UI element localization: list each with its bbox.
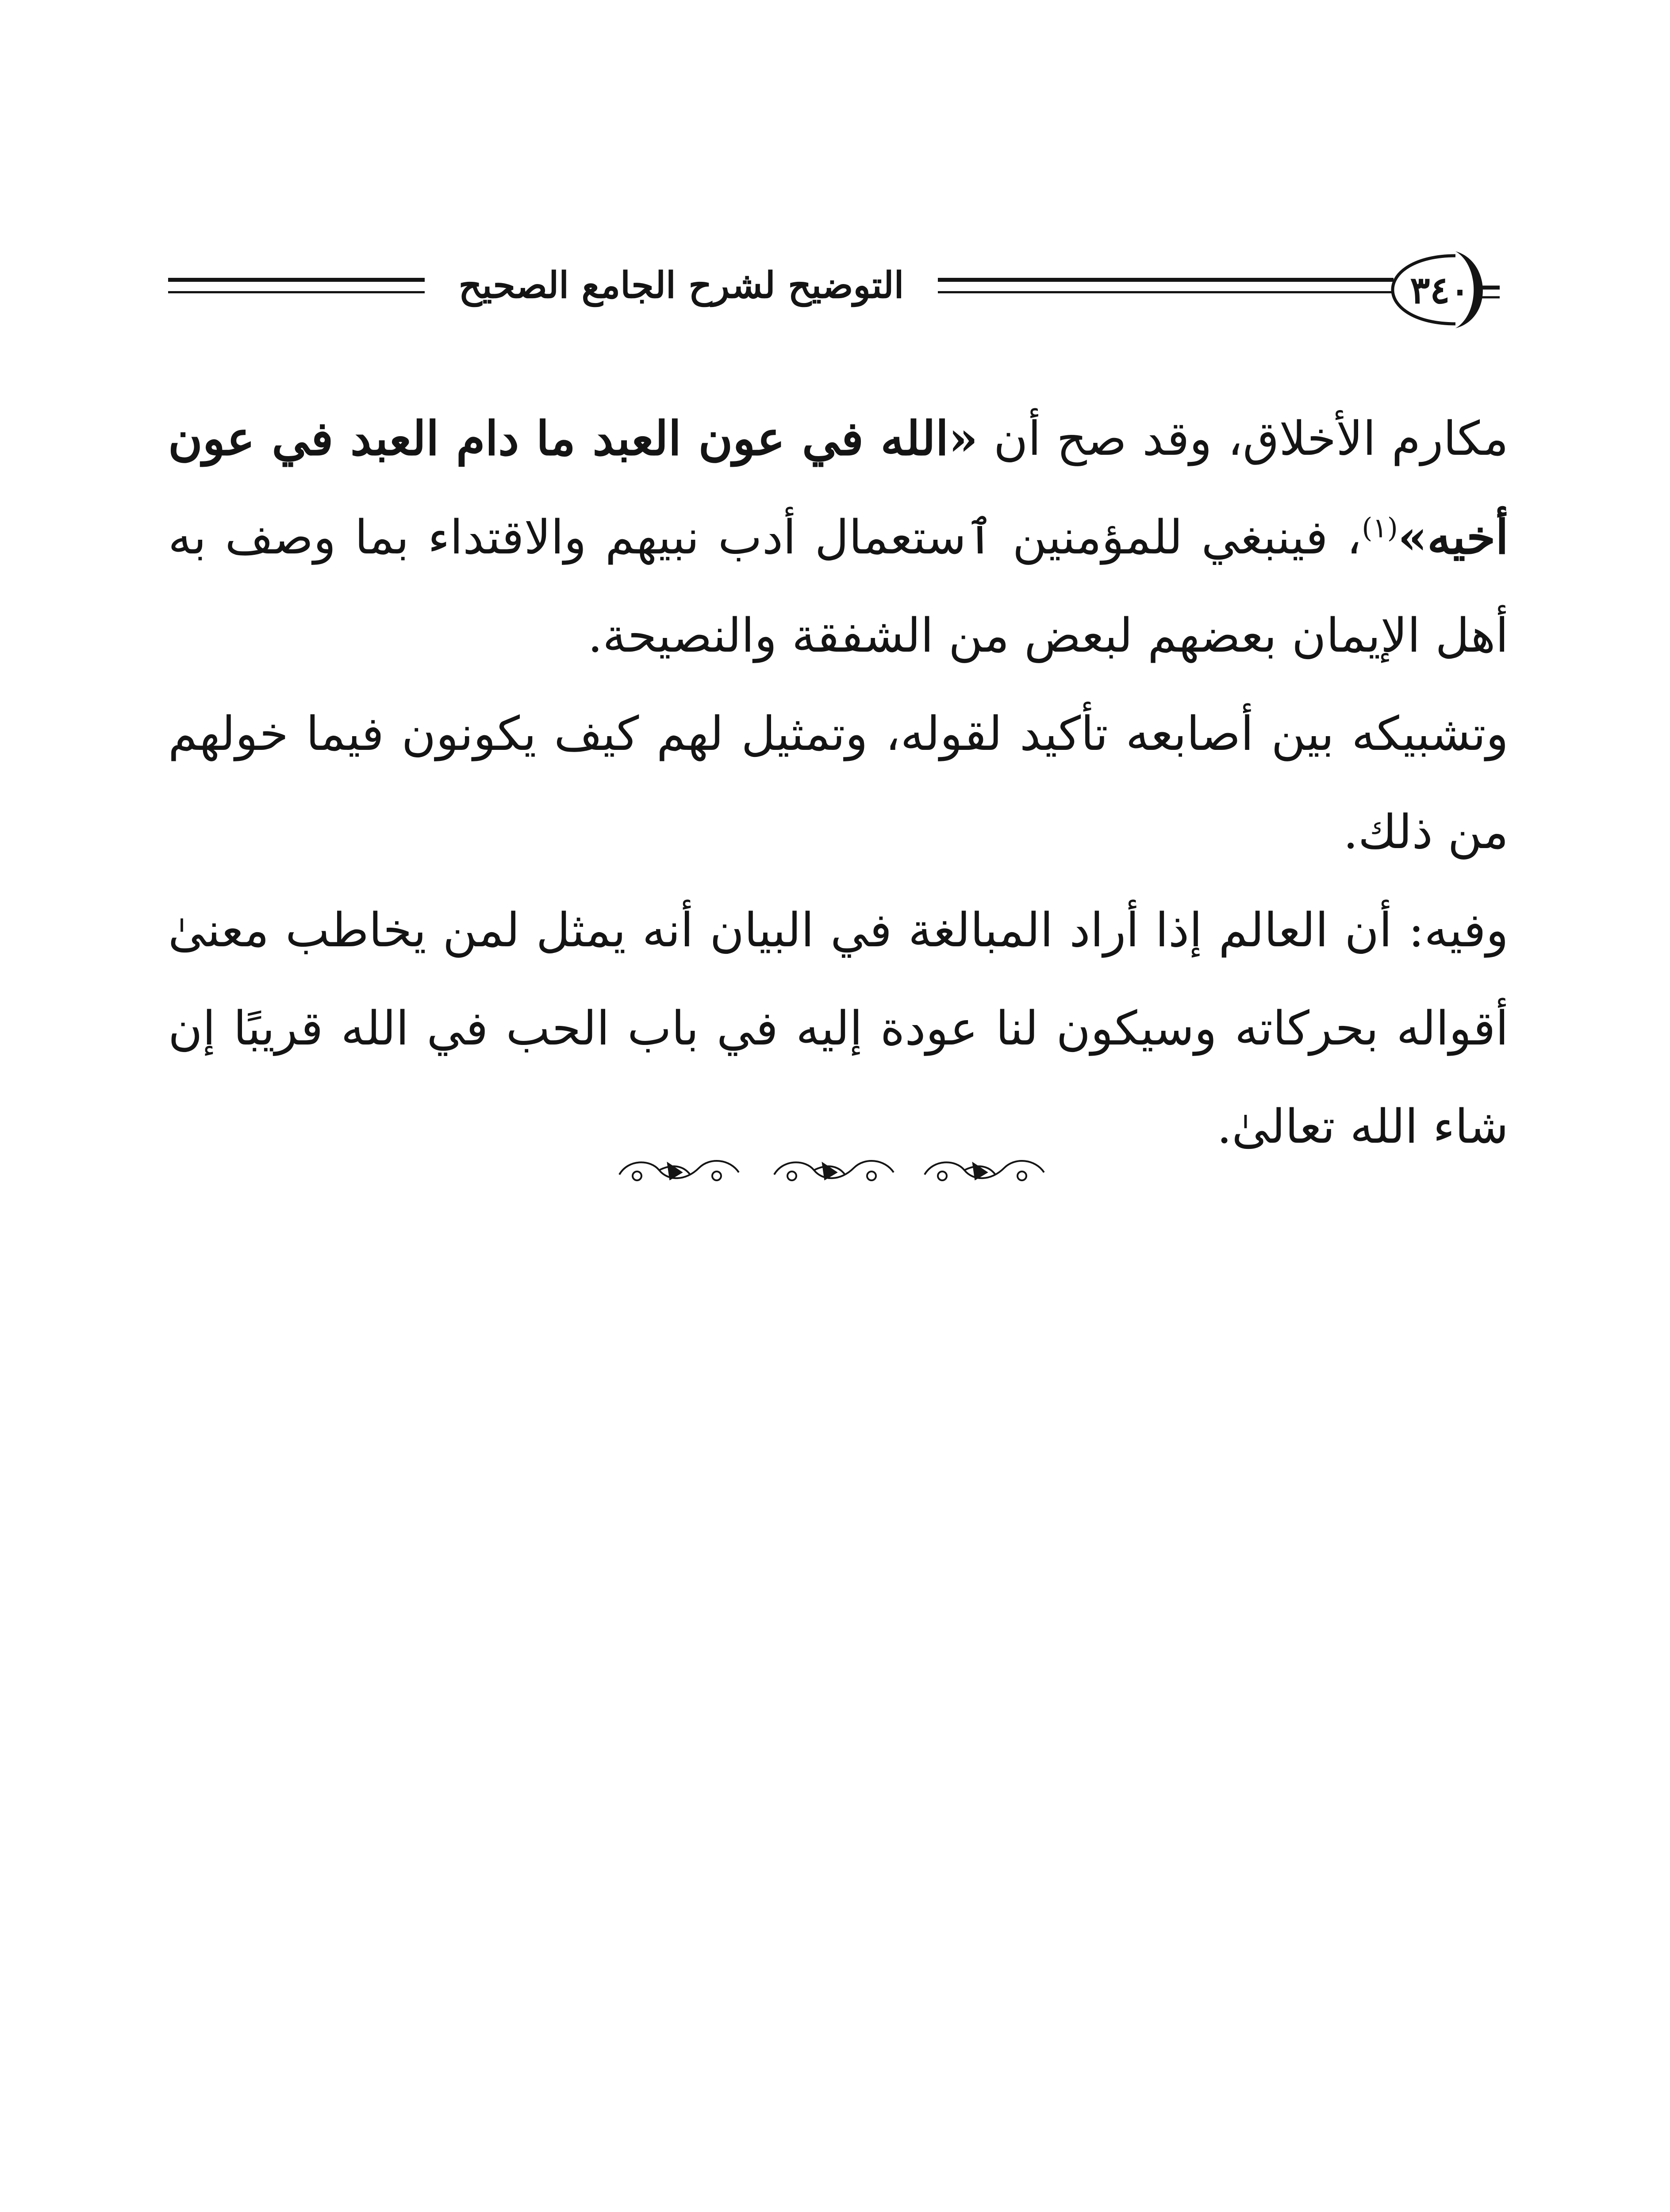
page-number: ٣٤٠ — [1410, 268, 1470, 312]
paragraph-3: وفيه: أن العالم إذا أراد المبالغة في البيان أنه يمثل لمن يخاطب معنىٰ أقواله بحركاته وسيكون لنا عودة إليه في باب الحب في الله قريبًا إن شاء الله تعالىٰ. — [168, 903, 1509, 1154]
header-rule-left-top — [168, 278, 425, 282]
main-text — [168, 389, 1509, 1176]
paragraph-1-end: ، فينبغي للمؤمنين ٱستعمال أدب نبيهم والاقتداء بما وصف به أهل الإيمان بعضهم لبعض من الشفقة والنصيحة. — [168, 510, 1509, 663]
footnote-reference: (١) — [1362, 511, 1398, 544]
running-header — [168, 239, 1509, 341]
book-title: التوضيح لشرح الجامع الصحيح — [458, 264, 904, 307]
paragraph-1 — [168, 389, 1509, 685]
hadith-quote: «الله في عون العبد ما دام العبد في عون أخيه» — [168, 411, 1509, 565]
header-rule-right-bottom — [938, 291, 1394, 293]
paragraph-1-start: مكارم الأخلاق، وقد صح أن — [978, 411, 1509, 466]
paragraph-2: وتشبيكه بين أصابعه تأكيد لقوله، وتمثيل لهم كيف يكونون فيما خولهم من ذلك. — [168, 707, 1509, 859]
header-rule-right-top — [938, 278, 1394, 282]
header-rule-left-bottom — [168, 291, 425, 293]
section-divider-ornament-icon — [610, 1150, 1057, 1190]
page-number-badge — [1389, 248, 1500, 332]
